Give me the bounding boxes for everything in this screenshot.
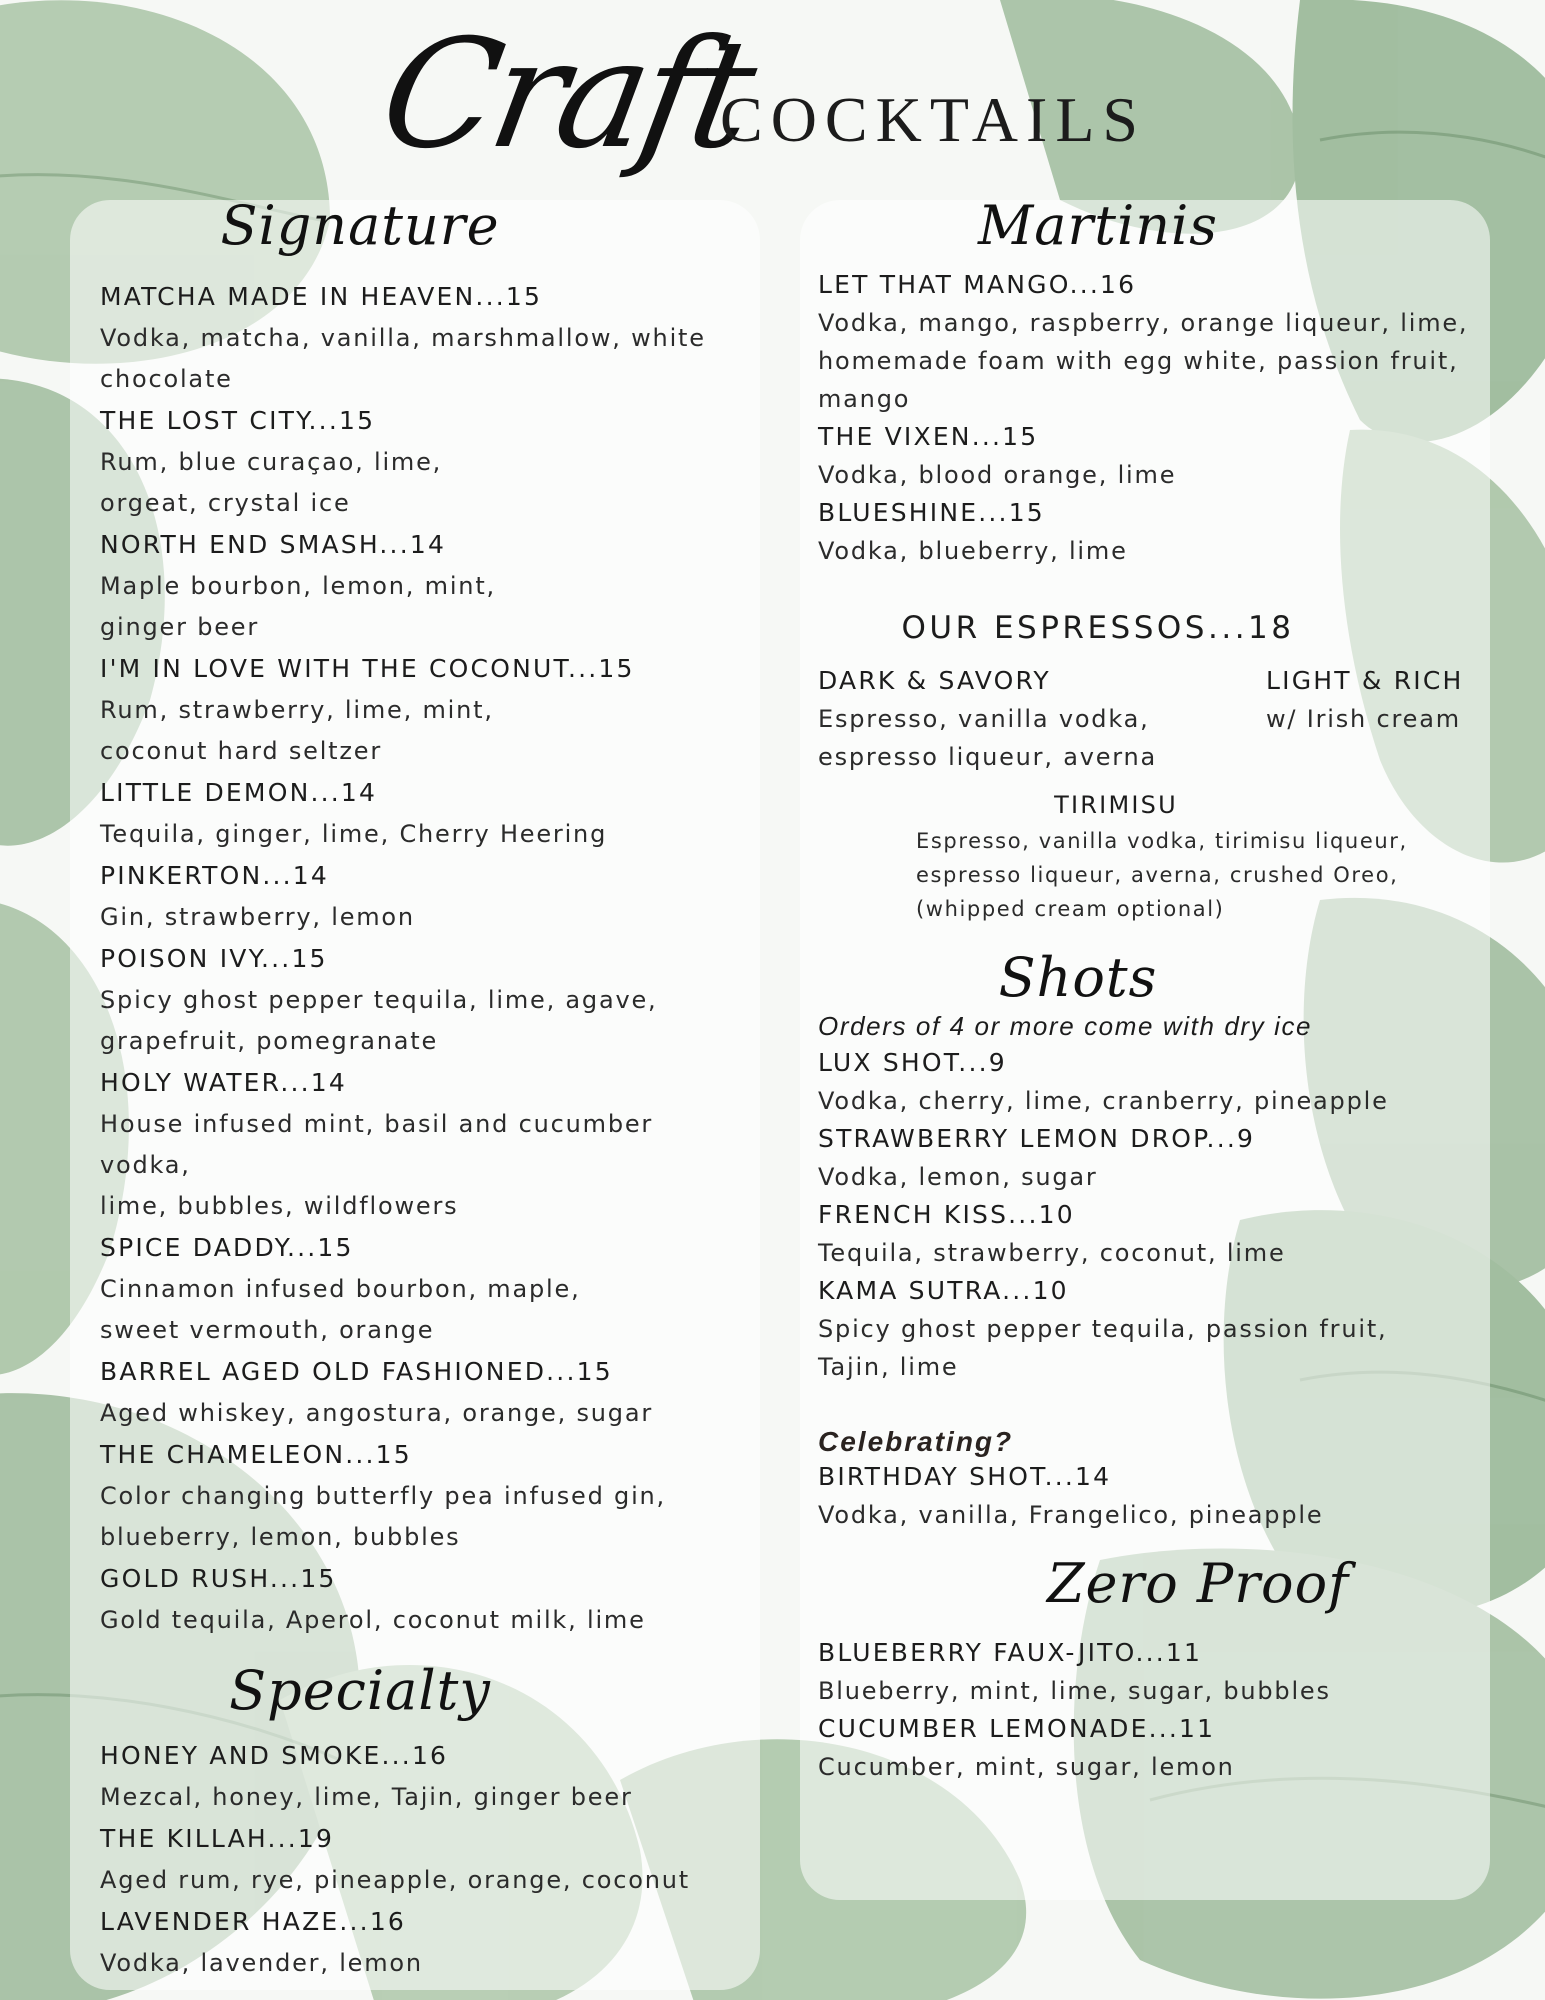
signature-item-desc: Gin, strawberry, lemon — [100, 903, 415, 931]
signature-item-desc: orgeat, crystal ice — [100, 489, 351, 517]
shots-heading: Shots — [998, 946, 1158, 1009]
shot-item-desc: Vodka, cherry, lime, cranberry, pineapple — [818, 1087, 1389, 1115]
zero-proof-item-desc: Blueberry, mint, lime, sugar, bubbles — [818, 1677, 1331, 1705]
shot-item-desc: Tequila, strawberry, coconut, lime — [818, 1239, 1286, 1267]
martinis-heading: Martinis — [977, 194, 1219, 257]
shot-item-desc: Spicy ghost pepper tequila, passion fruit, — [818, 1315, 1388, 1343]
signature-item-desc: ginger beer — [100, 613, 260, 641]
dark-savory-block — [818, 662, 1157, 776]
signature-item-desc: Tequila, ginger, lime, Cherry Heering — [100, 820, 608, 848]
signature-heading: Signature — [220, 194, 500, 257]
espresso-pair — [818, 662, 1498, 772]
signature-item-desc: Spicy ghost pepper tequila, lime, agave, — [100, 986, 658, 1014]
signature-item-name: HOLY WATER...14 — [100, 1068, 348, 1097]
signature-item-desc: blueberry, lemon, bubbles — [100, 1523, 461, 1551]
light-rich-name: LIGHT & RICH — [1266, 666, 1464, 695]
left-column — [100, 196, 750, 1984]
dark-savory-desc-1: Espresso, vanilla vodka, — [818, 705, 1150, 733]
signature-item-name: GOLD RUSH...15 — [100, 1564, 337, 1593]
shot-item-desc: Vodka, lemon, sugar — [818, 1163, 1098, 1191]
dark-savory-desc-2: espresso liqueur, averna — [818, 743, 1158, 771]
martini-item-name: LET THAT MANGO...16 — [818, 270, 1137, 299]
signature-item-name: PINKERTON...14 — [100, 861, 329, 890]
tirimisu-desc-1: Espresso, vanilla vodka, tirimisu liqueur, — [916, 829, 1408, 853]
page-title: COCKTAILS — [720, 84, 1146, 155]
signature-item-desc: Vodka, matcha, vanilla, marshmallow, white — [100, 324, 706, 352]
shot-item-name: STRAWBERRY LEMON DROP...9 — [818, 1124, 1256, 1153]
signature-item-desc: Rum, blue curaçao, lime, — [100, 448, 443, 476]
signature-item-desc: lime, bubbles, wildflowers — [100, 1192, 459, 1220]
signature-item-name: BARREL AGED OLD FASHIONED...15 — [100, 1357, 613, 1386]
tirimisu-name: TIRIMISU — [1054, 791, 1178, 819]
zero-proof-heading: Zero Proof — [1046, 1552, 1350, 1615]
specialty-item-name: LAVENDER HAZE...16 — [100, 1907, 407, 1936]
espressos-heading: OUR ESPRESSOS...18 — [901, 610, 1295, 646]
signature-item-name: MATCHA MADE IN HEAVEN...15 — [100, 282, 543, 311]
zero-proof-item-desc: Cucumber, mint, sugar, lemon — [818, 1753, 1235, 1781]
shot-item-name: KAMA SUTRA...10 — [818, 1276, 1069, 1305]
martini-item-desc: mango — [818, 385, 911, 413]
birthday-shot-name: BIRTHDAY SHOT...14 — [818, 1462, 1112, 1491]
signature-item-name: I'M IN LOVE WITH THE COCONUT...15 — [100, 654, 635, 683]
shot-item-name: FRENCH KISS...10 — [818, 1200, 1075, 1229]
signature-item-name: POISON IVY...15 — [100, 944, 328, 973]
signature-item-desc: coconut hard seltzer — [100, 737, 383, 765]
shot-item-desc: Tajin, lime — [818, 1353, 959, 1381]
signature-item-desc: Cinnamon infused bourbon, maple, — [100, 1275, 581, 1303]
specialty-item-desc: Mezcal, honey, lime, Tajin, ginger beer — [100, 1783, 633, 1811]
specialty-heading: Specialty — [229, 1659, 491, 1722]
signature-item-name: THE CHAMELEON...15 — [100, 1440, 412, 1469]
signature-item-desc: Aged whiskey, angostura, orange, sugar — [100, 1399, 654, 1427]
zero-proof-item-name: CUCUMBER LEMONADE...11 — [818, 1714, 1216, 1743]
specialty-item-desc: Vodka, lavender, lemon — [100, 1949, 423, 1977]
signature-item-desc: grapefruit, pomegranate — [100, 1027, 439, 1055]
signature-item-name: NORTH END SMASH...14 — [100, 530, 447, 559]
right-column — [818, 196, 1498, 1786]
tirimisu-desc-2: espresso liqueur, averna, crushed Oreo, — [916, 863, 1399, 887]
signature-item-desc: Gold tequila, Aperol, coconut milk, lime — [100, 1606, 646, 1634]
signature-item-desc: Color changing butterfly pea infused gin, — [100, 1482, 666, 1510]
light-rich-block — [1266, 662, 1464, 738]
signature-item-name: LITTLE DEMON...14 — [100, 778, 378, 807]
specialty-item-desc: Aged rum, rye, pineapple, orange, coconut — [100, 1866, 690, 1894]
specialty-item-name: HONEY AND SMOKE...16 — [100, 1741, 449, 1770]
shots-note: Orders of 4 or more come with dry ice — [818, 1011, 1313, 1041]
specialty-list — [100, 1735, 750, 1984]
header-script-word: Craft — [369, 8, 763, 182]
shot-item-name: LUX SHOT...9 — [818, 1048, 1007, 1077]
birthday-shot-desc: Vodka, vanilla, Frangelico, pineapple — [818, 1501, 1324, 1529]
celebrating-heading: Celebrating? — [818, 1426, 1014, 1457]
signature-item-desc: chocolate — [100, 365, 233, 393]
signature-item-desc: Maple bourbon, lemon, mint, — [100, 572, 496, 600]
signature-item-desc: House infused mint, basil and cucumber vodka, — [100, 1110, 654, 1179]
signature-item-name: THE LOST CITY...15 — [100, 406, 376, 435]
signature-item-name: SPICE DADDY...15 — [100, 1233, 354, 1262]
martini-item-desc: Vodka, blood orange, lime — [818, 461, 1177, 489]
martinis-list — [818, 266, 1498, 570]
tirimisu-block — [818, 786, 1498, 926]
zero-proof-item-name: BLUEBERRY FAUX-JITO...11 — [818, 1638, 1203, 1667]
signature-list — [100, 276, 750, 1641]
signature-item-desc: Rum, strawberry, lime, mint, — [100, 696, 494, 724]
zero-proof-list — [818, 1634, 1498, 1786]
martini-item-desc: homemade foam with egg white, passion fruit, — [818, 347, 1459, 375]
tirimisu-desc-3: (whipped cream optional) — [916, 897, 1225, 921]
martini-item-name: THE VIXEN...15 — [818, 422, 1039, 451]
signature-item-desc: sweet vermouth, orange — [100, 1316, 435, 1344]
shots-list — [818, 1044, 1498, 1386]
light-rich-desc: w/ Irish cream — [1266, 705, 1461, 733]
dark-savory-name: DARK & SAVORY — [818, 666, 1051, 695]
martini-item-desc: Vodka, blueberry, lime — [818, 537, 1128, 565]
martini-item-name: BLUESHINE...15 — [818, 498, 1045, 527]
martini-item-desc: Vodka, mango, raspberry, orange liqueur, lime, — [818, 309, 1469, 337]
specialty-item-name: THE KILLAH...19 — [100, 1824, 335, 1853]
